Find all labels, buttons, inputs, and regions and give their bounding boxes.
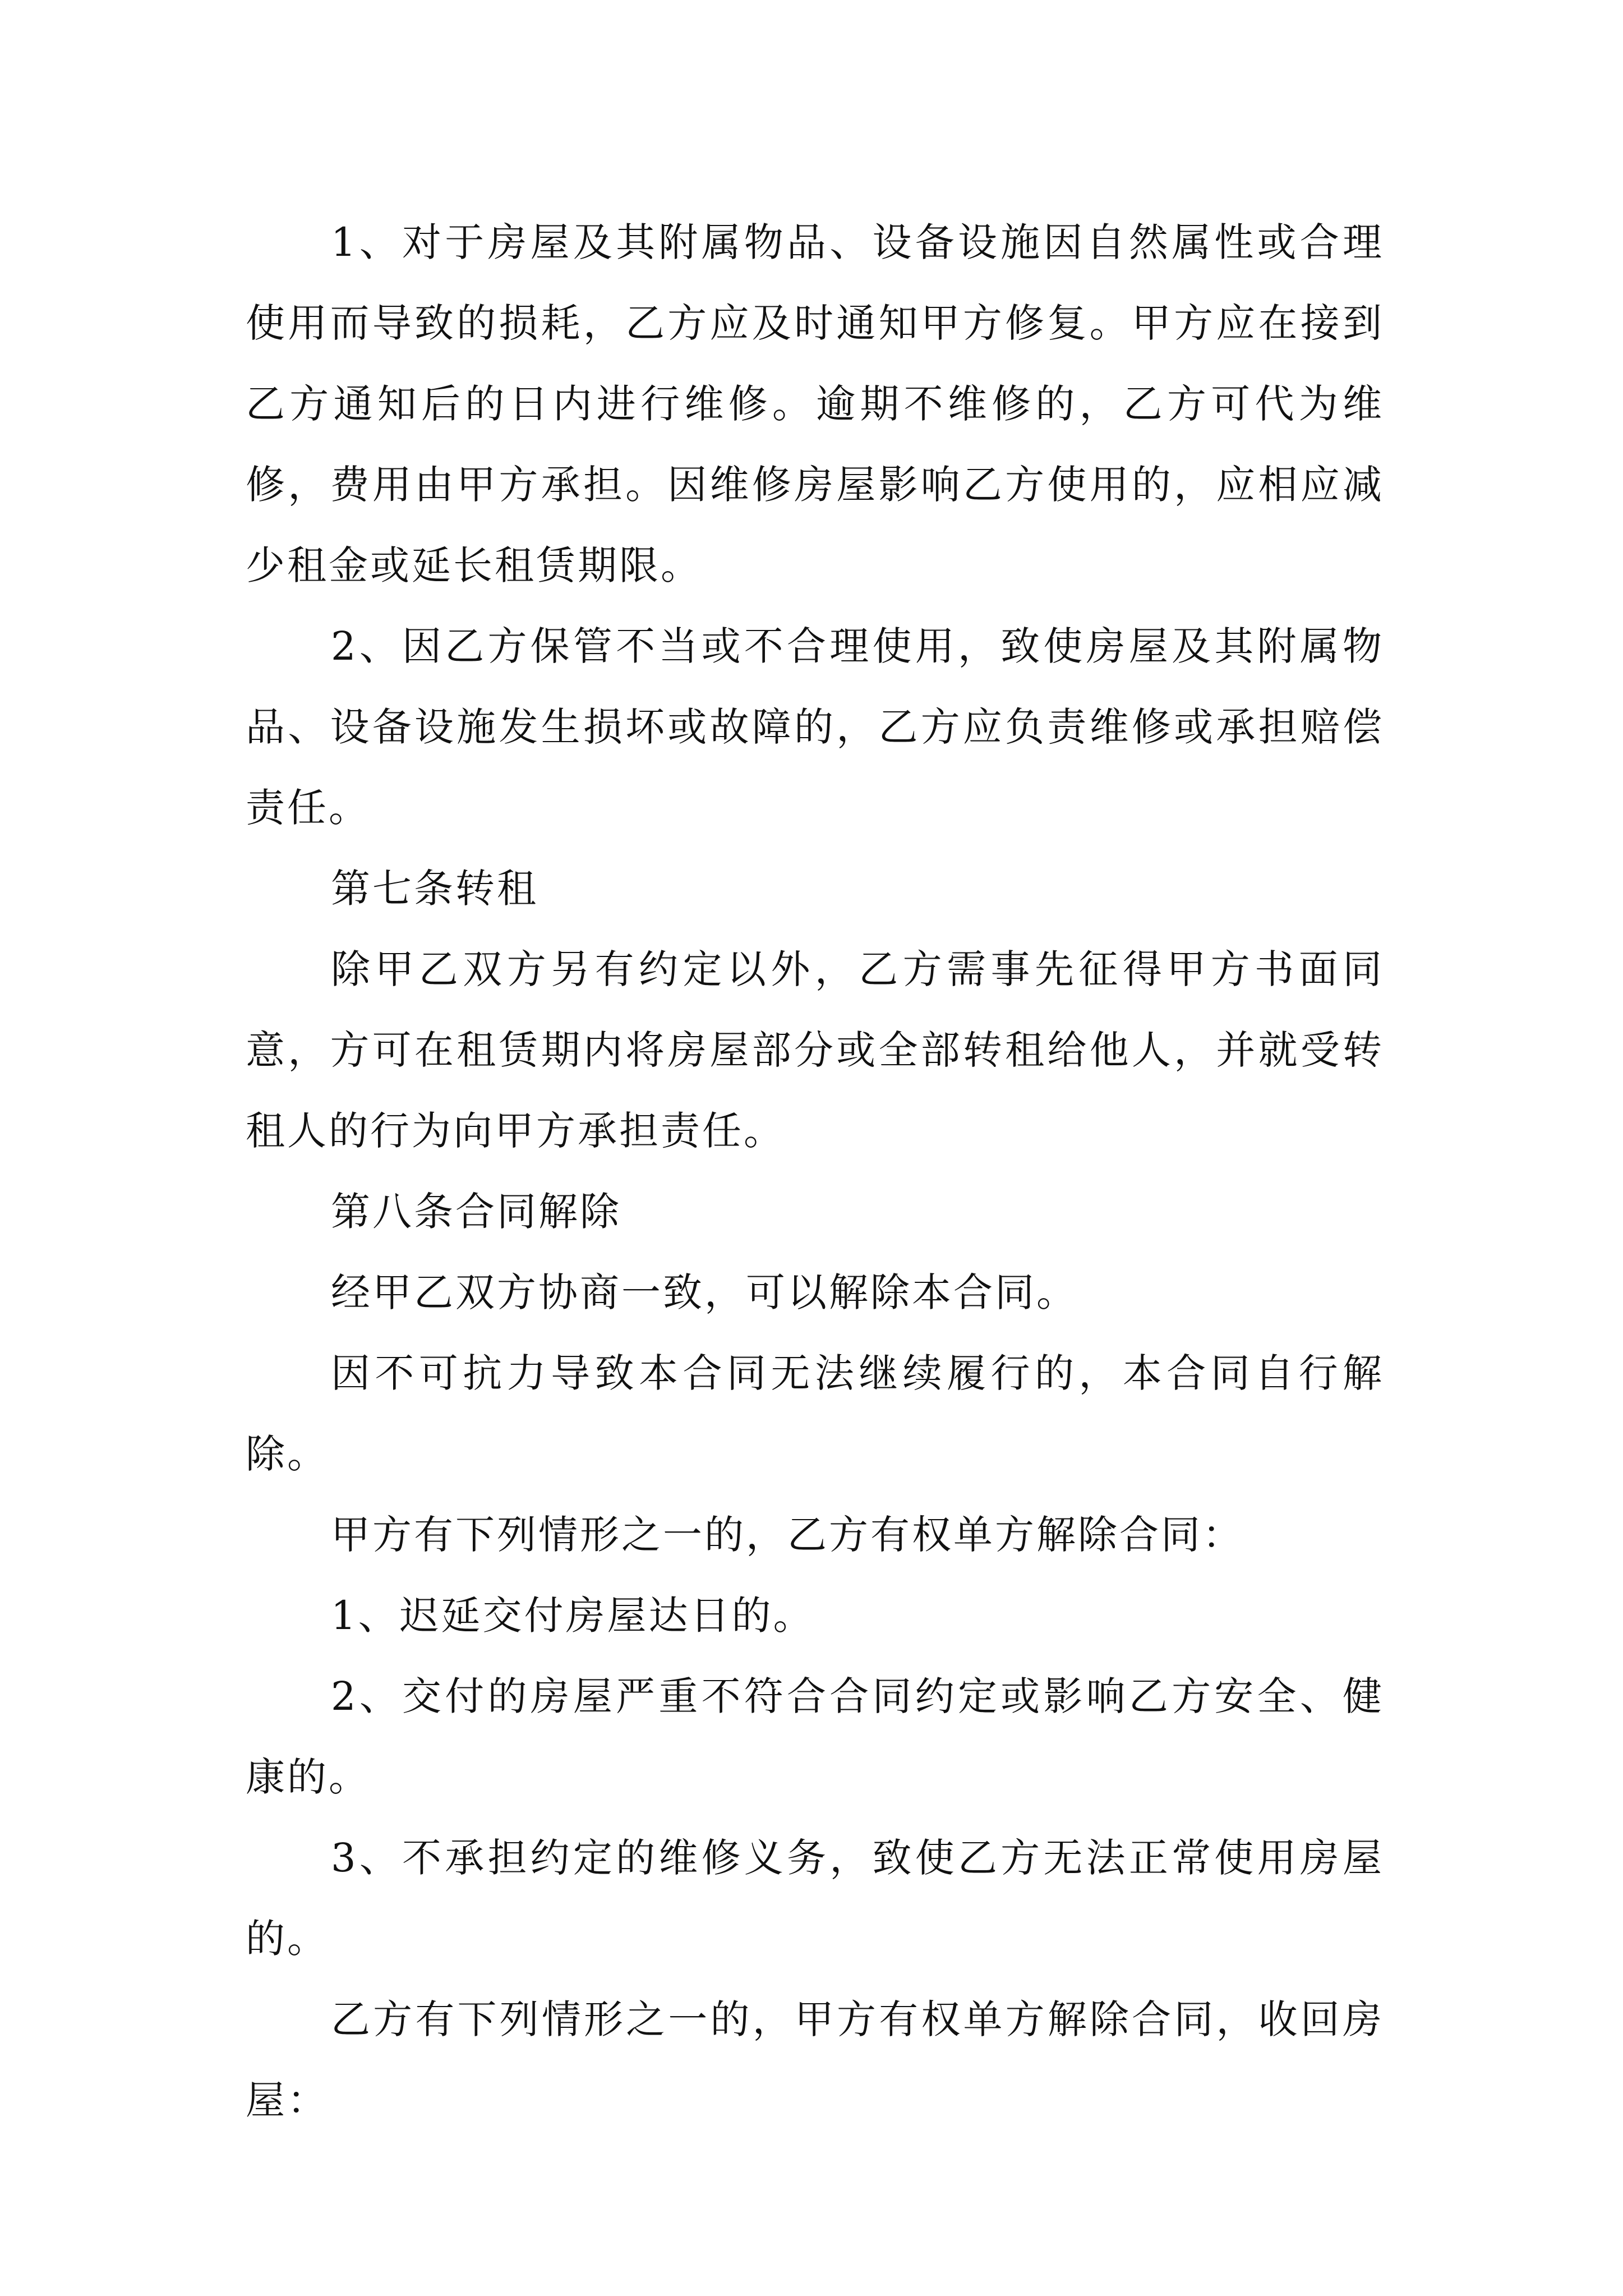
paragraph-landlord-breach-1: 1、迟延交付房屋达日的。 bbox=[331, 1593, 815, 1639]
section-heading-sublease: 第七条转租 bbox=[331, 866, 538, 912]
paragraph-force-majeure: 因不可抗力导致本合同无法继续履行的，本合同自行解除。 bbox=[246, 1350, 1384, 1477]
paragraph-maintenance-2: 2、因乙方保管不当或不合理使用，致使房屋及其附属物品、设备设施发生损坏或故障的，乙方应负责维修或承担赔偿责任。 bbox=[246, 623, 1384, 831]
paragraph-landlord-breach-2: 2、交付的房屋严重不符合合同约定或影响乙方安全、健康的。 bbox=[246, 1673, 1384, 1800]
section-heading-termination: 第八条合同解除 bbox=[331, 1189, 621, 1235]
paragraph-tenant-breach-intro: 乙方有下列情形之一的，甲方有权单方解除合同，收回房屋： bbox=[246, 1996, 1384, 2123]
paragraph-landlord-breach-intro: 甲方有下列情形之一的，乙方有权单方解除合同： bbox=[331, 1512, 1244, 1558]
paragraph-sublease: 除甲乙双方另有约定以外，乙方需事先征得甲方书面同意，方可在租赁期内将房屋部分或全部转租给他人，并就受转租人的行为向甲方承担责任。 bbox=[246, 946, 1384, 1154]
document-body bbox=[246, 202, 1384, 2141]
paragraph-maintenance-1: 1、对于房屋及其附属物品、设备设施因自然属性或合理使用而导致的损耗，乙方应及时通知甲方修复。甲方应在接到乙方通知后的日内进行维修。逾期不维修的，乙方可代为维修，费用由甲方承担。因维修房屋影响乙方使用的，应相应减少租金或延长租赁期限。 bbox=[246, 219, 1384, 588]
paragraph-mutual-termination: 经甲乙双方协商一致，可以解除本合同。 bbox=[331, 1269, 1078, 1315]
paragraph-landlord-breach-3: 3、不承担约定的维修义务，致使乙方无法正常使用房屋的。 bbox=[246, 1835, 1384, 1962]
